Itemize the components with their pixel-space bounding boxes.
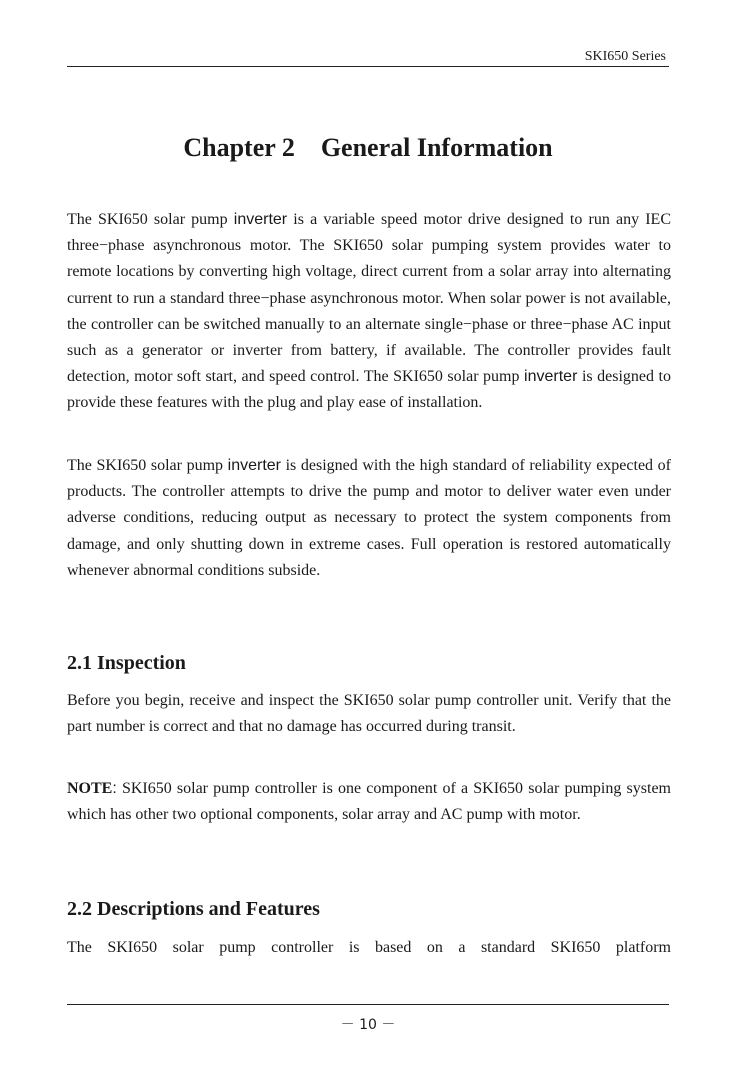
- intro-paragraph-2: [67, 453, 671, 584]
- intro-p1-text-e: is designed to provide these features with the plug and play ease of installation.: [67, 368, 671, 412]
- section-2-2-heading: 2.2 Descriptions and Features: [67, 898, 320, 920]
- chapter-title: Chapter 2 General Information: [183, 133, 553, 162]
- intro-p1-inverter-2: inverter: [524, 368, 578, 386]
- intro-p1-text-c: is a variable speed motor drive designed to run any IEC three−phase asynchronous motor. The SKI650 solar pumping system provides water to remote locations by converting high voltage, direct current from a solar array into alternating current to run a standard three−phase asynchronous motor. When solar power is not available, the controller can be switched manually to an alternate single−phase or three−phase AC input such as a generator or inverter from battery, if available. The controller provides fault detection, motor soft start, and speed control. The SKI650 solar pump: [67, 211, 672, 386]
- intro-p2-text-a: The SKI650 solar pump: [67, 457, 228, 474]
- intro-p1-inverter-1: inverter: [233, 211, 288, 228]
- header-divider: [67, 66, 669, 67]
- section-2-1-paragraph: Before you begin, receive and inspect the SKI650 solar pump controller unit. Verify that the part number is correct and that no damage has occurred during transit.: [67, 692, 671, 736]
- intro-p2-text-c: is designed with the high standard of reliability expected of products. The controller attempts to drive the pump and motor to deliver water even under adverse conditions, reducing output as necessary to protect the system components from damage, and only shutting down in extreme cases. Full operation is restored automatically whenever abnormal conditions subside.: [67, 457, 671, 579]
- footer-divider: [67, 1004, 669, 1005]
- intro-p1-text-a: The SKI650 solar pump: [67, 211, 234, 228]
- note-label: NOTE: [67, 780, 113, 797]
- section-2-2-paragraph: The SKI650 solar pump controller is based on a standard SKI650 platform: [67, 939, 671, 956]
- note-text: SKI650 solar pump controller is one component of a SKI650 solar pumping system which has other two optional components, solar array and AC pump with motor.: [67, 780, 671, 824]
- intro-p2-inverter: inverter: [227, 457, 281, 474]
- note-colon: :: [112, 780, 117, 797]
- note-paragraph: [67, 776, 671, 828]
- page-number: － 10 －: [340, 1017, 396, 1033]
- section-2-1-heading: 2.1 Inspection: [67, 652, 186, 674]
- intro-paragraph-1: [67, 207, 671, 417]
- header-series-label: SKI650 Series: [584, 49, 666, 64]
